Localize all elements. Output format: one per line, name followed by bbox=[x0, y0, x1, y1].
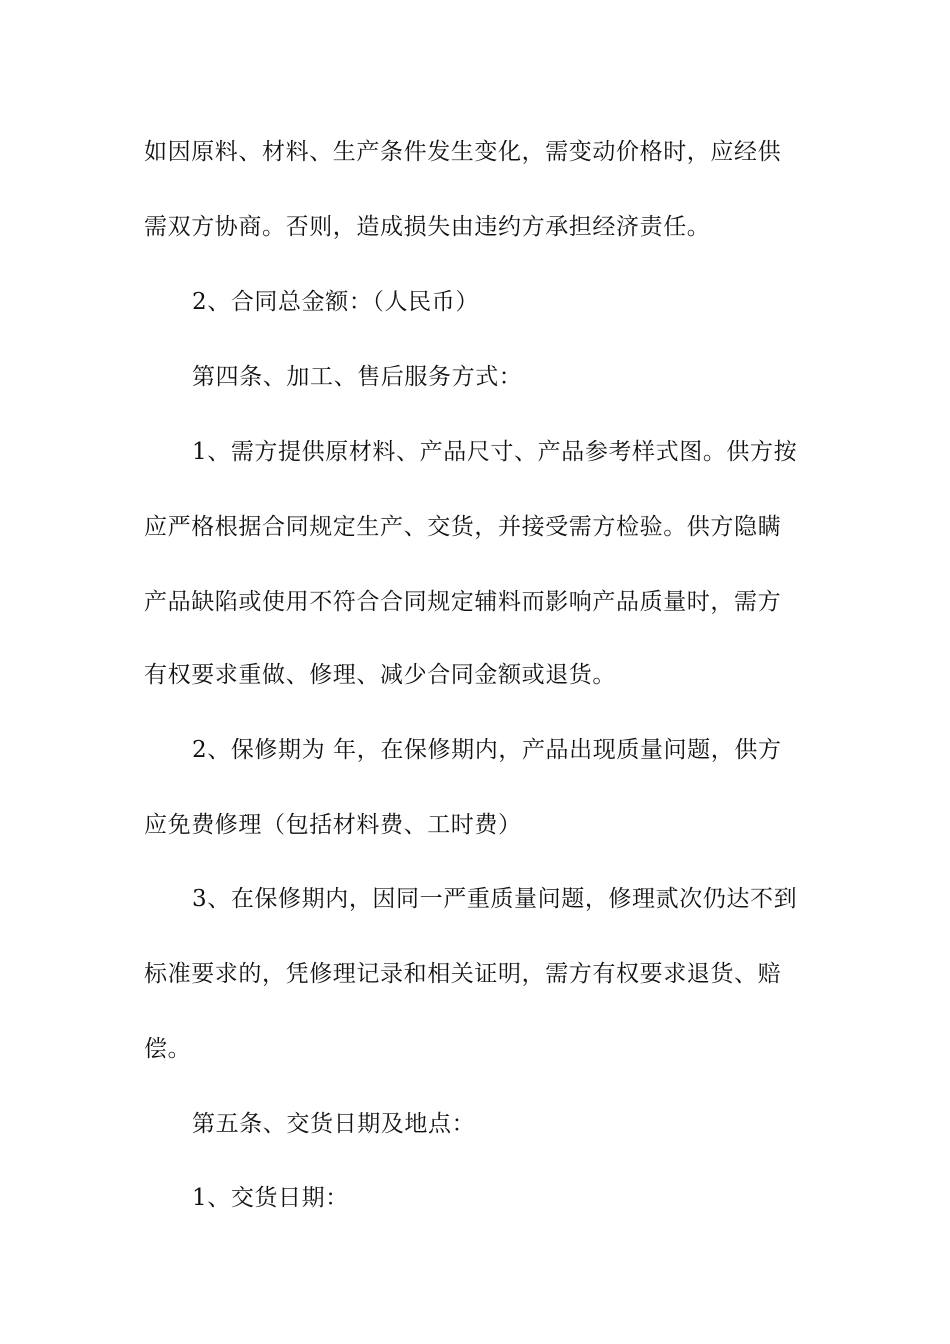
text-line-warranty-end: 应免费修理（包括材料费、工时费） bbox=[144, 812, 522, 838]
text-line-warranty-start: 2、保修期为 年，在保修期内，产品出现质量问题，供方 bbox=[192, 737, 782, 763]
text-line-negotiation: 需双方协商。否则，造成损失由违约方承担经济责任。 bbox=[144, 214, 711, 240]
text-line-clause-3-cont: 标准要求的，凭修理记录和相关证明，需方有权要求退货、赔 bbox=[144, 961, 782, 987]
text-line-price-change: 如因原料、材料、生产条件发生变化，需变动价格时，应经供 bbox=[144, 139, 782, 165]
text-line-delivery-date: 1、交货日期： bbox=[192, 1185, 349, 1211]
text-line-clause-1-start: 1、需方提供原材料、产品尺寸、产品参考样式图。供方按 bbox=[192, 439, 798, 465]
text-line-clause-3-end: 偿。 bbox=[144, 1036, 192, 1062]
text-line-clause-3-start: 3、在保修期内，因同一严重质量问题，修理贰次仍达不到 bbox=[192, 886, 798, 912]
text-line-total-amount: 2、合同总金额：（人民币） bbox=[192, 289, 479, 315]
text-line-clause-1-cont-2: 产品缺陷或使用不符合合同规定辅料而影响产品质量时，需方 bbox=[144, 589, 782, 615]
section-heading-article-4: 第四条、加工、售后服务方式： bbox=[192, 364, 523, 390]
text-line-clause-1-end: 有权要求重做、修理、减少合同金额或退货。 bbox=[144, 662, 616, 688]
text-line-clause-1-cont-1: 应严格根据合同规定生产、交货，并接受需方检验。供方隐瞒 bbox=[144, 514, 782, 540]
section-heading-article-5: 第五条、交货日期及地点： bbox=[192, 1111, 476, 1137]
